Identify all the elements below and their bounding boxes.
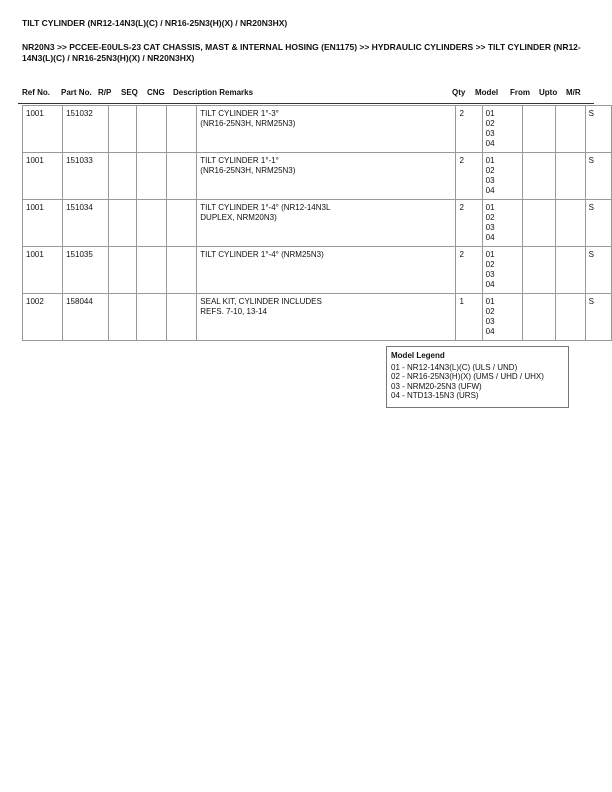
model-code: 01: [485, 297, 495, 306]
part-cell: 151032: [63, 106, 109, 153]
model-code: 02: [485, 307, 495, 316]
desc-cell: [197, 153, 456, 200]
model-code: 03: [485, 317, 495, 326]
table-row: [23, 247, 612, 294]
model-code: 02: [485, 119, 495, 128]
ref-cell: 1001: [23, 106, 63, 153]
header-mr: M/R: [566, 88, 581, 97]
header-divider: [18, 103, 594, 104]
part-cell: 158044: [63, 294, 109, 341]
qty-cell: 2: [456, 106, 482, 153]
header-ref: Ref No.: [22, 88, 50, 97]
legend-item: 01 - NR12-14N3(L)(C) (ULS / UND): [391, 362, 518, 372]
header-model: Model: [475, 88, 499, 97]
from-cell: [522, 200, 556, 247]
desc-cell: [197, 106, 456, 153]
mr-cell: S: [585, 200, 611, 247]
model-code: 04: [485, 327, 495, 336]
description-line: TILT CYLINDER 1°-3°: [200, 109, 279, 118]
header-seq: SEQ: [121, 88, 138, 97]
seq-cell: [137, 294, 167, 341]
description-line: TILT CYLINDER 1°-1°: [200, 156, 279, 165]
ref-cell: 1002: [23, 294, 63, 341]
header-rp: R/P: [98, 88, 112, 97]
model-code: 03: [485, 176, 495, 185]
description-line: (NR16-25N3H, NRM25N3): [200, 119, 296, 128]
cng-cell: [167, 106, 197, 153]
model-code: 03: [485, 270, 495, 279]
breadcrumb: NR20N3 >> PCCEE-E0ULS-23 CAT CHASSIS, MAST & INTERNAL HOSING (EN1175) >> HYDRAULIC CYLINDERS >> TILT CYLINDER (NR12-14N3(L)(C) / NR16-25N3(H)(X) / NR20N3HX): [22, 42, 581, 63]
upto-cell: [556, 153, 585, 200]
model-cell: [482, 153, 522, 200]
model-code: 01: [485, 156, 495, 165]
model-code: 03: [485, 129, 495, 138]
qty-cell: 2: [456, 247, 482, 294]
cng-cell: [167, 200, 197, 247]
description-line: TILT CYLINDER 1°-4° (NRM25N3): [200, 250, 324, 259]
desc-cell: [197, 294, 456, 341]
part-cell: 151034: [63, 200, 109, 247]
model-cell: [482, 106, 522, 153]
parts-table: [22, 105, 612, 341]
cng-cell: [167, 294, 197, 341]
description-line: (NR16-25N3H, NRM25N3): [200, 166, 296, 175]
qty-cell: 2: [456, 153, 482, 200]
model-code: 01: [485, 250, 495, 259]
rp-cell: [108, 247, 136, 294]
desc-cell: [197, 247, 456, 294]
table-row: [23, 200, 612, 247]
upto-cell: [556, 294, 585, 341]
table-row: [23, 153, 612, 200]
upto-cell: [556, 247, 585, 294]
page-title: TILT CYLINDER (NR12-14N3(L)(C) / NR16-25N3(H)(X) / NR20N3HX): [22, 18, 288, 28]
legend-item: 03 - NRM20-25N3 (UFW): [391, 381, 482, 391]
model-code: 04: [485, 139, 495, 148]
header-desc: Description Remarks: [173, 88, 254, 97]
description-line: TILT CYLINDER 1°-4° (NR12-14N3L: [200, 203, 331, 212]
mr-cell: S: [585, 153, 611, 200]
model-code: 01: [485, 203, 495, 212]
model-code: 02: [485, 166, 495, 175]
part-cell: 151035: [63, 247, 109, 294]
seq-cell: [137, 200, 167, 247]
from-cell: [522, 153, 556, 200]
description-line: REFS. 7-10, 13-14: [200, 307, 267, 316]
mr-cell: S: [585, 294, 611, 341]
cng-cell: [167, 247, 197, 294]
header-qty: Qty: [452, 88, 466, 97]
model-cell: [482, 294, 522, 341]
rp-cell: [108, 200, 136, 247]
seq-cell: [137, 247, 167, 294]
desc-cell: [197, 200, 456, 247]
header-cng: CNG: [147, 88, 165, 97]
table-row: [23, 106, 612, 153]
model-code: 04: [485, 186, 495, 195]
legend-item: 04 - NTD13-15N3 (URS): [391, 391, 479, 400]
header-upto: Upto: [539, 88, 558, 97]
model-code: 04: [485, 280, 495, 289]
from-cell: [522, 294, 556, 341]
model-cell: [482, 200, 522, 247]
model-code: 01: [485, 109, 495, 118]
table-row: [23, 294, 612, 341]
description-line: DUPLEX, NRM20N3): [200, 213, 277, 222]
legend-title: Model Legend: [391, 351, 445, 360]
model-code: 04: [485, 233, 495, 242]
upto-cell: [556, 200, 585, 247]
from-cell: [522, 247, 556, 294]
header-from: From: [510, 88, 530, 97]
qty-cell: 1: [456, 294, 482, 341]
legend-item: 02 - NR16-25N3(H)(X) (UMS / UHD / UHX): [391, 372, 544, 381]
part-cell: 151033: [63, 153, 109, 200]
rp-cell: [108, 153, 136, 200]
mr-cell: S: [585, 106, 611, 153]
description-line: SEAL KIT, CYLINDER INCLUDES: [200, 297, 322, 306]
ref-cell: 1001: [23, 200, 63, 247]
model-cell: [482, 247, 522, 294]
model-code: 03: [485, 223, 495, 232]
upto-cell: [556, 106, 585, 153]
model-code: 02: [485, 213, 495, 222]
model-legend: [386, 346, 569, 408]
from-cell: [522, 106, 556, 153]
model-code: 02: [485, 260, 495, 269]
seq-cell: [137, 153, 167, 200]
seq-cell: [137, 106, 167, 153]
rp-cell: [108, 106, 136, 153]
qty-cell: 2: [456, 200, 482, 247]
mr-cell: S: [585, 247, 611, 294]
ref-cell: 1001: [23, 153, 63, 200]
header-part: Part No.: [61, 88, 92, 97]
cng-cell: [167, 153, 197, 200]
ref-cell: 1001: [23, 247, 63, 294]
rp-cell: [108, 294, 136, 341]
